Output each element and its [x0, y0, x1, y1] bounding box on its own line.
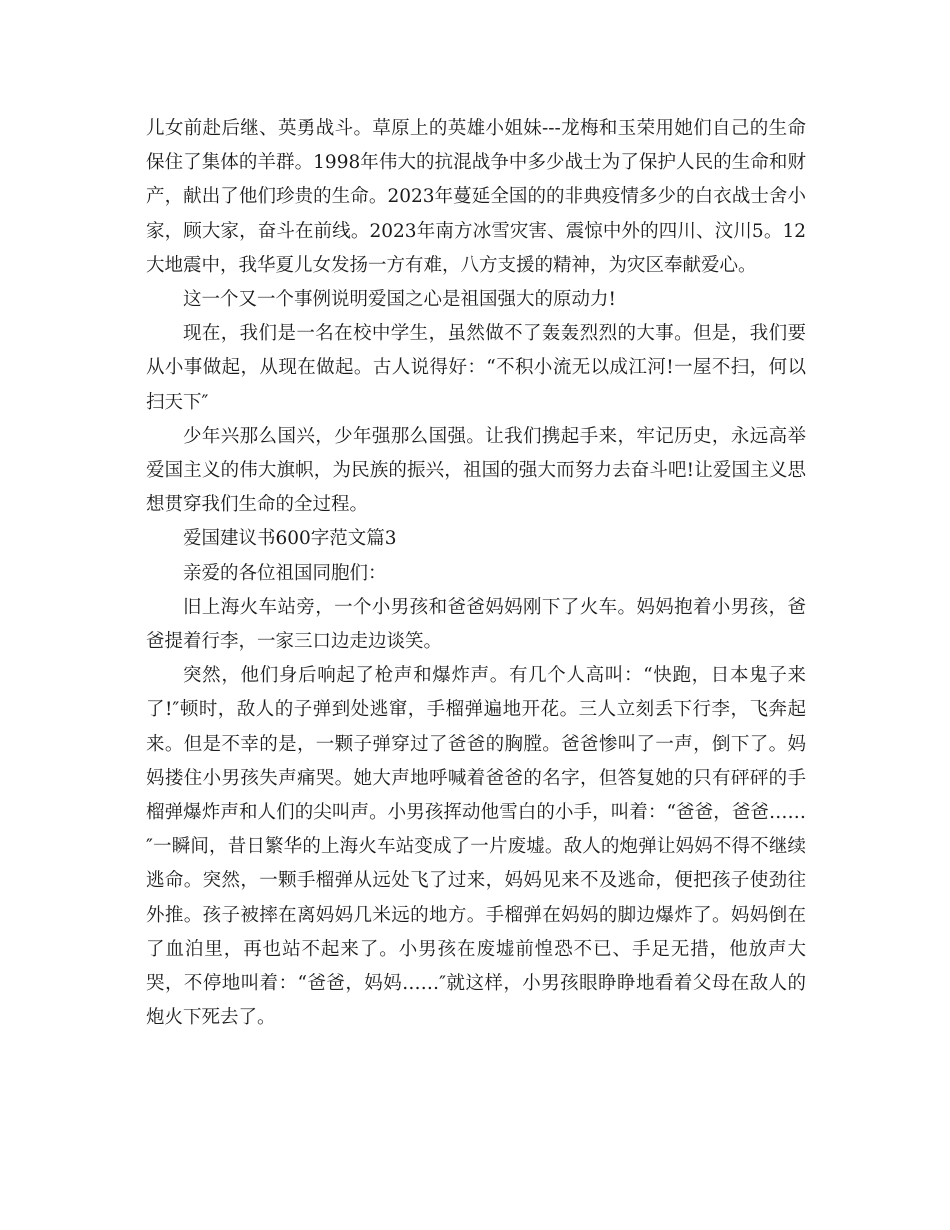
salutation: 亲爱的各位祖国同胞们：: [183, 562, 387, 584]
paragraph-continuation: 儿女前赴后继、英勇战斗。草原上的英雄小姐妹---龙梅和玉荣用她们自己的生命保住了集体的羊群。1998年伟大的抗混战争中多少战士为了保护人民的生命和财产，献出了他们珍贵的生命。2023年蔓延全国的的非典疫情多少的白衣战士舍小家，顾大家，奋斗在前线。2023年南方冰雪灾害、震惊中外的四川、汶川5。12大地震中，我华夏儿女发扬一方有难，八方支援的精神，为灾区奉献爱心。: [146, 118, 806, 276]
paragraph-station: 旧上海火车站旁，一个小男孩和爸爸妈妈刚下了火车。妈妈抱着小男孩，爸爸提着行李，一家三口边走边谈笑。: [146, 596, 806, 653]
document-body: [146, 112, 806, 1035]
paragraph-youth: 少年兴那么国兴，少年强那么国强。让我们携起手来，牢记历史，永远高举爱国主义的伟大旗帜，为民族的振兴，祖国的强大而努力去奋斗吧!让爱国主义思想贯穿我们生命的全过程。: [146, 425, 806, 516]
paragraph-conclusion: 这一个又一个事例说明爱国之心是祖国强大的原动力!: [183, 289, 616, 311]
paragraph-students: 现在，我们是一名在校中学生，虽然做不了轰轰烈烈的大事。但是，我们要从小事做起，从现在做起。古人说得好：“不积小流无以成江河!一屋不扫，何以扫天下″: [146, 323, 806, 413]
section-heading: 爱国建议书600字范文篇3: [183, 528, 397, 550]
paragraph-story: 突然，他们身后响起了枪声和爆炸声。有几个人高叫：“快跑，日本鬼子来了!″顿时，敌人的子弹到处逃窜，手榴弹遍地开花。三人立刻丢下行李，飞奔起来。但是不幸的是，一颗子弹穿过了爸爸的胸膛。爸爸惨叫了一声，倒下了。妈妈搂住小男孩失声痛哭。她大声地呼喊着爸爸的名字，但答复她的只有砰砰的手榴弹爆炸声和人们的尖叫声。小男孩挥动他雪白的小手，叫着：“爸爸，爸爸……″一瞬间，昔日繁华的上海火车站变成了一片废墟。敌人的炮弹让妈妈不得不继续逃命。突然，一颗手榴弹从远处飞了过来，妈妈见来不及逃命，便把孩子使劲往外推。孩子被摔在离妈妈几米远的地方。手榴弹在妈妈的脚边爆炸了。妈妈倒在了血泊里，再也站不起来了。小男孩在废墟前惶恐不已、手足无措，他放声大哭，不停地叫着：“爸爸，妈妈……″就这样，小男孩眼睁睁地看着父母在敌人的炮火下死去了。: [146, 665, 806, 1029]
